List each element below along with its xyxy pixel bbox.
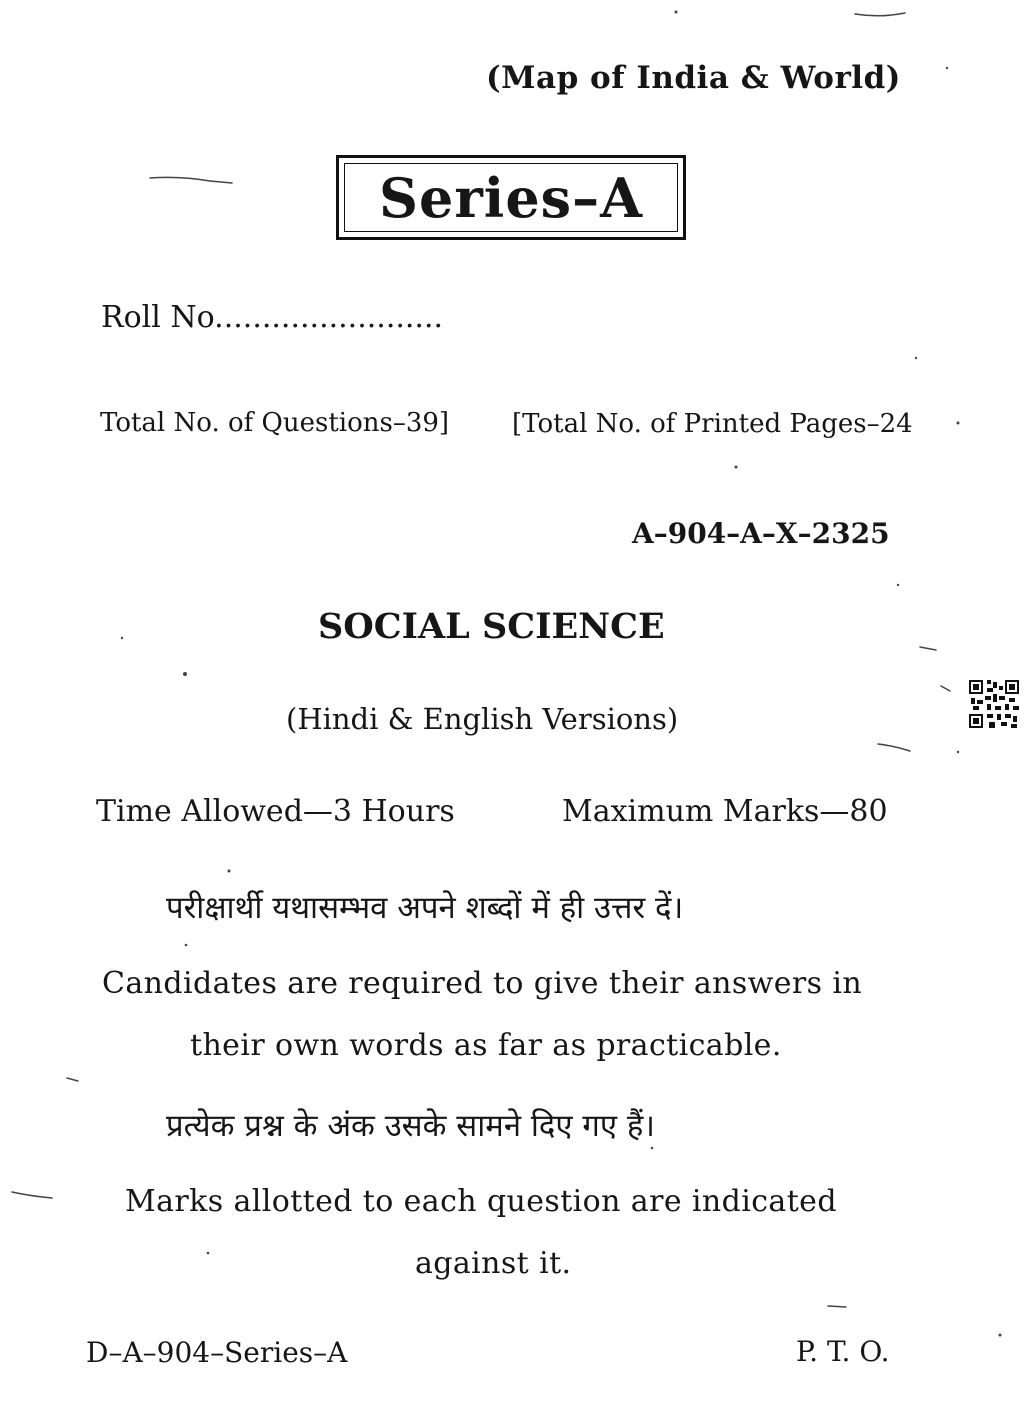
- english-answer-instruction-line1: Candidates are required to give their answers in: [102, 966, 863, 1001]
- english-marks-instruction-line2: against it.: [415, 1246, 572, 1281]
- paper-code: A–904–A–X–2325: [632, 517, 890, 550]
- maximum-marks: Maximum Marks—80: [562, 794, 888, 829]
- total-printed-pages: [Total No. of Printed Pages–24: [512, 409, 913, 439]
- time-allowed: Time Allowed—3 Hours: [96, 794, 455, 829]
- roll-label: Roll No: [101, 300, 215, 335]
- hindi-marks-instruction: प्रत्येक प्रश्न के अंक उसके सामने दिए गए हैं।: [166, 1108, 656, 1144]
- map-note: (Map of India & World): [486, 60, 901, 96]
- roll-dots: ........................: [214, 300, 444, 335]
- series-title: Series–A: [379, 165, 643, 230]
- footer-pto: P. T. O.: [796, 1335, 890, 1368]
- subject-title: SOCIAL SCIENCE: [318, 606, 665, 647]
- english-answer-instruction-line2: their own words as far as practicable.: [190, 1028, 782, 1063]
- subject-versions: (Hindi & English Versions): [286, 702, 679, 736]
- total-questions: Total No. of Questions–39]: [100, 408, 450, 438]
- hindi-answer-instruction: परीक्षार्थी यथासम्भव अपने शब्दों में ही उत्तर दें।: [166, 890, 684, 926]
- english-marks-instruction-line1: Marks allotted to each question are indicated: [125, 1184, 837, 1219]
- footer-code: D–A–904–Series–A: [86, 1336, 348, 1369]
